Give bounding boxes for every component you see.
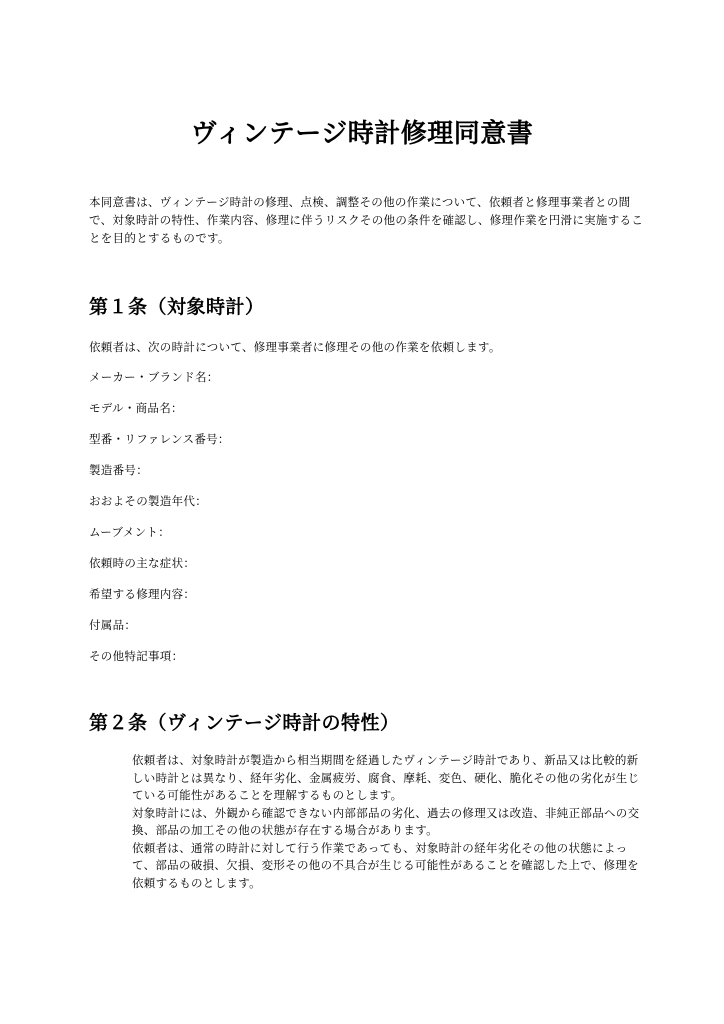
field-movement: ムーブメント： bbox=[89, 525, 170, 539]
field-model-name: モデル・商品名： bbox=[89, 401, 183, 415]
field-requested-repair: 希望する修理内容： bbox=[89, 587, 196, 601]
field-other-notes: その他特記事項： bbox=[89, 649, 184, 663]
field-production-era: おおよその製造年代： bbox=[89, 494, 207, 508]
article-2-paragraph: 依頼者は、通常の時計に対して行う作業であっても、対象時計の経年劣化その他の状態によって、部品の破損、欠損、変形その他の不具合が生じる可能性があることを確認した上で、修理を依頼するものとします。 bbox=[132, 840, 639, 890]
intro-paragraph bbox=[89, 193, 649, 247]
watch-details-list bbox=[89, 368, 230, 678]
field-symptoms: 依頼時の主な症状： bbox=[89, 556, 196, 570]
field-accessories: 付属品： bbox=[89, 618, 137, 632]
document-title: ヴィンテージ時計修理同意書 bbox=[190, 119, 534, 149]
field-reference-number: 型番・リファレンス番号： bbox=[89, 432, 230, 446]
article-1-heading: 第１条（対象時計） bbox=[89, 296, 265, 318]
article-2-paragraph: 依頼者は、対象時計が製造から相当期間を経過したヴィンテージ時計であり、新品又は比較的新しい時計とは異なり、経年劣化、金属疲労、腐食、摩耗、変色、硬化、脆化その他の劣化が生じている可能性があることを理解するものとします。 bbox=[132, 753, 640, 802]
article-2-body bbox=[132, 752, 642, 892]
field-brand-name: メーカー・ブランド名： bbox=[89, 370, 219, 384]
field-serial-number: 製造番号： bbox=[89, 463, 148, 477]
article-1-lead: 依頼者は、次の時計について、修理事業者に修理その他の作業を依頼します。 bbox=[89, 340, 501, 354]
article-2-paragraph: 対象時計には、外観から確認できない内部部品の劣化、過去の修理又は改造、非純正部品への交換、部品の加工その他の状態が存在する場合があります。 bbox=[132, 805, 640, 837]
intro-text: 本同意書は、ヴィンテージ時計の修理、点検、調整その他の作業について、依頼者と修理事業者との間で、対象時計の特性、作業内容、修理に伴うリスクその他の条件を確認し、修理作業を円滑に実施することを目的とするものです。 bbox=[89, 195, 644, 245]
article-2-heading: 第２条（ヴィンテージ時計の特性） bbox=[89, 712, 400, 734]
